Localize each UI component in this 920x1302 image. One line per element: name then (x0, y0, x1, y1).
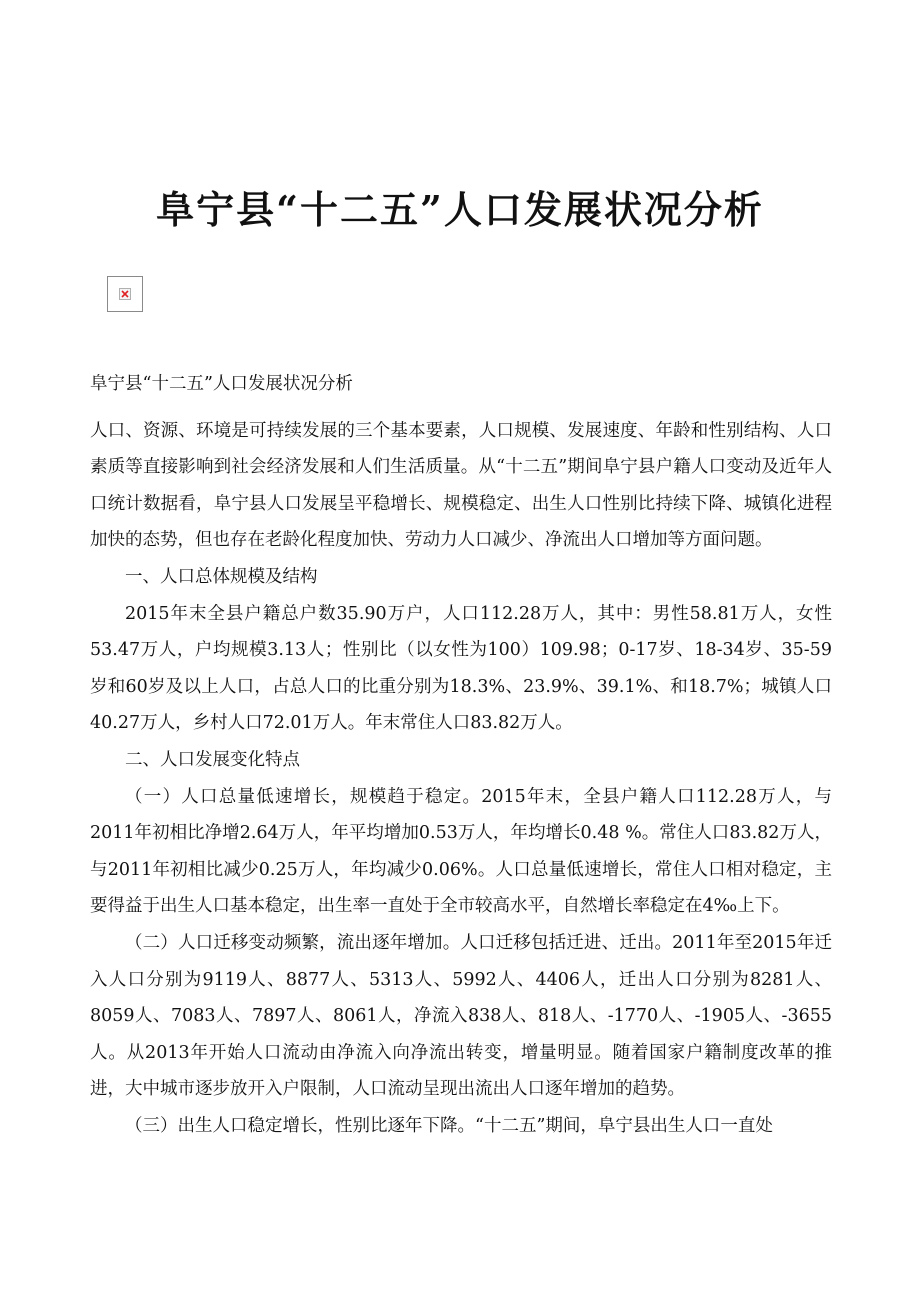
red-x-icon (121, 290, 129, 298)
broken-image-glyph (119, 288, 131, 300)
paragraph-births: （三）出生人口稳定增长，性别比逐年下降。“十二五”期间，阜宁县出生人口一直处 (125, 1115, 773, 1136)
section-heading-2: 二、人口发展变化特点 (125, 749, 300, 770)
document-title: 阜宁县“十二五”人口发展状况分析 (156, 187, 764, 232)
paragraph-total-growth: （一）人口总量低速增长，规模趋于稳定。2015年末，全县户籍人口112.28万人，与2011年初相比净增2.64万人，年平均增加0.53万人，年均增长0.48 %。常住人口83.82万人，与2011年初相比减少0.25万人，年均减少0.06%。人口总量低速增长，常住人口相对稳定，主要得益于出生人口基本稳定，出生率一直处于全市较高水平，自然增长率稳定在4‰上下。 (90, 786, 832, 917)
intro-paragraph: 人口、资源、环境是可持续发展的三个基本要素，人口规模、发展速度、年龄和性别结构、人口素质等直接影响到社会经济发展和人们生活质量。从“十二五”期间阜宁县户籍人口变动及近年人口统计数据看，阜宁县人口发展呈平稳增长、规模稳定、出生人口性别比持续下降、城镇化进程加快的态势，但也存在老龄化程度加快、劳动力人口减少、净流出人口增加等方面问题。 (90, 420, 832, 551)
document-subtitle: 阜宁县“十二五”人口发展状况分析 (90, 374, 353, 394)
section-heading-1: 一、人口总体规模及结构 (125, 566, 318, 587)
paragraph-scale-structure: 2015年末全县户籍总户数35.90万户，人口112.28万人，其中：男性58.81万人，女性53.47万人，户均规模3.13人；性别比（以女性为100）109.98；0-17岁、18-34岁、35-59岁和60岁及以上人口，占总人口的比重分别为18.3%、23.9%、39.1%、和18.7%；城镇人口40.27万人，乡村人口72.01万人。年末常住人口83.82万人。 (90, 603, 832, 734)
broken-image-icon (107, 276, 143, 312)
paragraph-migration: （二）人口迁移变动频繁，流出逐年增加。人口迁移包括迁进、迁出。2011年至2015年迁入人口分别为9119人、8877人、5313人、5992人、4406人，迁出人口分别为8281人、8059人、7083人、7897人、8061人，净流入838人、818人、-1770人、-1905人、-3655人。从2013年开始人口流动由净流入向净流出转变，增量明显。随着国家户籍制度改革的推进，大中城市逐步放开入户限制，人口流动呈现出流出人口逐年增加的趋势。 (90, 932, 832, 1100)
document-body (90, 366, 832, 1144)
